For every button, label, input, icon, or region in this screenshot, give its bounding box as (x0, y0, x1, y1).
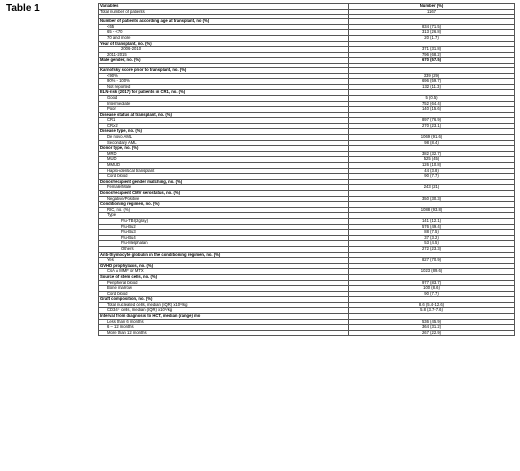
row-label: 6 – 12 months (99, 325, 349, 331)
row-value: 834 (71.5) (349, 24, 515, 30)
row-label: Karnofsky score prior to transplant, no. (%) (99, 67, 349, 73)
row-value: 90 (7.7) (349, 174, 515, 180)
row-value: 243 (21) (349, 185, 515, 191)
row-value: 897 (76.9) (349, 118, 515, 124)
row-value: 1023 (89.6) (349, 269, 515, 275)
row-label: Year of transplant, no. (%) (99, 41, 349, 47)
row-label: More than 12 months (99, 330, 349, 336)
row-label: Less than 6 months (99, 319, 349, 325)
row-value: 576 (49.4) (349, 224, 515, 230)
row-label: Haplo-identical transplant (99, 168, 349, 174)
row-value: 90 (7.7) (349, 291, 515, 297)
row-label: MMUD (99, 163, 349, 169)
row-label: Intermediate (99, 101, 349, 107)
row-label: 65 - <70 (99, 30, 349, 36)
row-label: Conditioning regimen, no. (%) (99, 202, 349, 208)
row-label: Not reported (99, 84, 349, 90)
row-label: CR≥2 (99, 123, 349, 129)
row-label: Interval from diagnosis to HCT, median (range) mo (99, 314, 349, 320)
header-variables: Variables (99, 4, 349, 10)
row-label: Bone marrow (99, 286, 349, 292)
row-label: 2006-2010 (99, 47, 349, 53)
row-label: Flu-Bu4 (99, 235, 349, 241)
row-value: 752 (64.4) (349, 101, 515, 107)
row-value: 350 (30.3) (349, 196, 515, 202)
row-label: Peripheral blood (99, 280, 349, 286)
row-value: 696 (59.7) (349, 79, 515, 85)
row-value: 8.6 (5.4-12.6) (349, 302, 515, 308)
row-value: 140 (15.6) (349, 107, 515, 113)
table-row (99, 330, 515, 336)
row-label: Graft composition, no. (%) (99, 297, 349, 303)
table-body (99, 4, 515, 336)
table-label: Table 1 (6, 3, 40, 14)
row-label: Negative/Positive (99, 196, 349, 202)
row-label: Flu-Melphalan (99, 241, 349, 247)
row-label: Flu-Bu2 (99, 224, 349, 230)
row-label: Yes (99, 258, 349, 264)
row-label: 70 and more (99, 35, 349, 41)
row-label: Cord blood (99, 291, 349, 297)
row-label: Donor/recipient gender matching, no. (%) (99, 179, 349, 185)
row-label: MRD (99, 151, 349, 157)
row-value: 270 (23.1) (349, 123, 515, 129)
row-label: <90% (99, 73, 349, 79)
row-label: RIC, no. (%) (99, 207, 349, 213)
row-label: Secondary AML (99, 140, 349, 146)
row-label: GVHD prophylaxis, no. (%) (99, 263, 349, 269)
row-value: 88 (7.5) (349, 230, 515, 236)
row-label: Poor (99, 107, 349, 113)
row-label: Donor type, no. (%) (99, 146, 349, 152)
row-value: 796 (68.2) (349, 52, 515, 58)
header-number: Number (%) (349, 4, 515, 10)
row-value: 525 (45) (349, 157, 515, 163)
row-label: CsA ± MMF or MTX (99, 269, 349, 275)
row-value: 98 (8.4) (349, 140, 515, 146)
row-value: 1069 (91.6) (349, 135, 515, 141)
row-label: Female/Male (99, 185, 349, 191)
row-value: 670 (57.5) (349, 58, 515, 64)
row-value: 44 (3.8) (349, 168, 515, 174)
row-value: 272 (23.3) (349, 246, 515, 252)
row-label: 90% - 100% (99, 79, 349, 85)
row-value: 364 (31.2) (349, 325, 515, 331)
row-label: MUD (99, 157, 349, 163)
row-value: 5 (0.5) (349, 95, 515, 101)
row-value: 382 (32.7) (349, 151, 515, 157)
row-label: Cord blood (99, 174, 349, 180)
row-label: Others (99, 246, 349, 252)
row-label: Disease status at transplant, no. (%) (99, 112, 349, 118)
row-label: Male gender, no. (%) (99, 58, 349, 64)
row-value: 37 (3.2) (349, 235, 515, 241)
row-value: 132 (11.3) (349, 84, 515, 90)
row-value: 126 (10.8) (349, 163, 515, 169)
row-label: Flu-Bu3 (99, 230, 349, 236)
row-value: 536 (45.9) (349, 319, 515, 325)
row-value: 141 (12.1) (349, 218, 515, 224)
row-label: Number of patients according age at transplant, no (%) (99, 19, 349, 25)
row-label: Flu-TBI(2gray) (99, 218, 349, 224)
row-label: Total nucleated cells, median (IQR) x10⁸/kg (99, 302, 349, 308)
row-label: <65 (99, 24, 349, 30)
row-label: Total number of patients (99, 9, 349, 15)
row-value: 371 (31.8) (349, 47, 515, 53)
row-label: Source of stem cells, no. (%) (99, 274, 349, 280)
patient-characteristics-table (98, 3, 515, 336)
row-value: 977 (83.7) (349, 280, 515, 286)
row-value: 5.8 (3.7-7.6) (349, 308, 515, 314)
row-label: Good (99, 95, 349, 101)
row-value: 1088 (93.8) (349, 207, 515, 213)
row-value: 100 (8.6) (349, 286, 515, 292)
row-label: ELN-risk (2017) for patients in CR1, no. (%) (99, 90, 349, 96)
row-value: 313 (26.8) (349, 30, 515, 36)
row-label: Type (99, 213, 349, 219)
row-label: Anti-thymocyte globulin in the conditioning regimen, no. (%) (99, 252, 349, 258)
row-label: 2011-2015 (99, 52, 349, 58)
row-value: 827 (70.9) (349, 258, 515, 264)
row-value: 1167 (349, 9, 515, 15)
row-label: De novo AML (99, 135, 349, 141)
row-value: 53 (4.5) (349, 241, 515, 247)
row-label: CD34⁺ cells, median (IQR) x10⁶/kg (99, 308, 349, 314)
row-label: CR1 (99, 118, 349, 124)
row-label: Donor/recipient CMV serostatus, no. (%) (99, 191, 349, 197)
row-label: Disease type, no. (%) (99, 129, 349, 135)
row-value: 339 (29) (349, 73, 515, 79)
row-value: 267 (22.9) (349, 330, 515, 336)
row-value: 20 (1.7) (349, 35, 515, 41)
